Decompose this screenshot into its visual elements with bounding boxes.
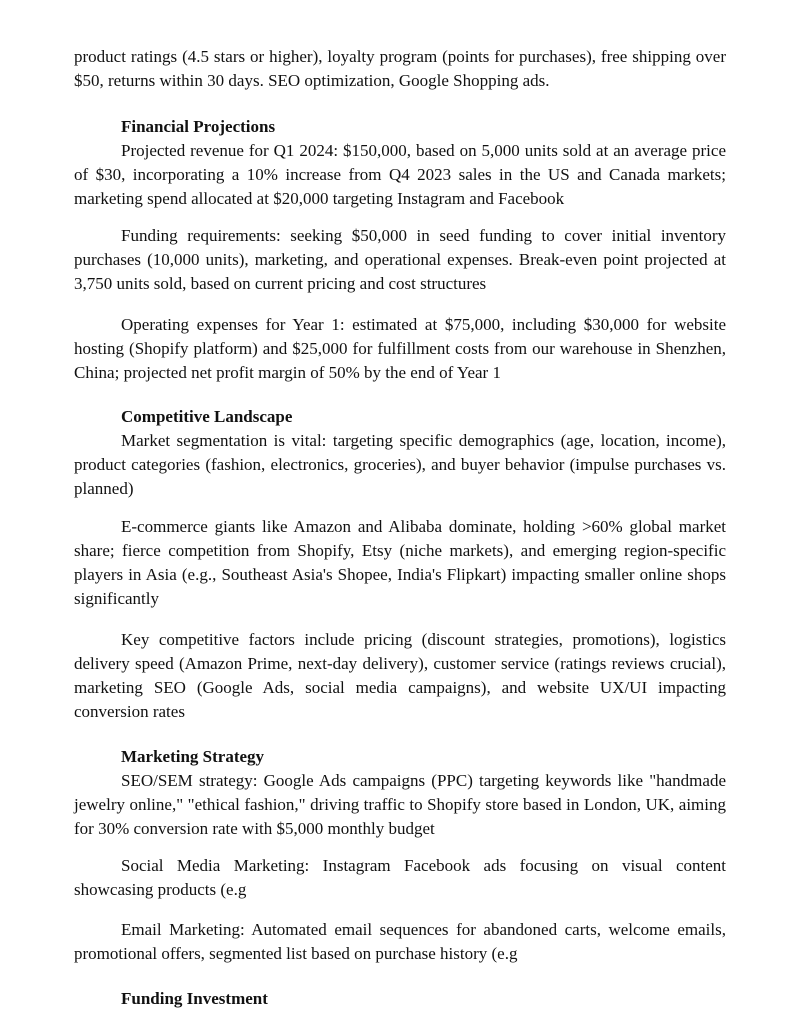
paragraph-block [74, 313, 726, 385]
paragraph-operating-expenses: Operating expenses for Year 1: estimated at $75,000, including $30,000 for website hosting (Shopify platform) and $25,000 for fulfillment costs from our warehouse in Shenzhen, China; projected net profit margin of 50% by the end of Year 1 [74, 315, 726, 382]
paragraph-email-marketing: Email Marketing: Automated email sequences for abandoned carts, welcome emails, promotional offers, segmented list based on purchase history (e.g [74, 920, 726, 963]
paragraph-ecommerce-giants: E-commerce giants like Amazon and Alibaba dominate, holding >60% global market share; fierce competition from Shopify, Etsy (niche markets), and emerging region-specific players in Asia (e.g., Southeast Asia's Shopee, India's Flipkart) impacting smaller online shops significantly [74, 517, 726, 608]
section-financial-projections [74, 115, 726, 211]
paragraph-block [74, 515, 726, 611]
paragraph-block [74, 918, 726, 966]
paragraph-seo-sem-strategy: SEO/SEM strategy: Google Ads campaigns (PPC) targeting keywords like "handmade jewelry online," "ethical fashion," driving traffic to Shopify store based in London, UK, aiming for 30% conversion rate with $5,000 monthly budget [74, 771, 726, 838]
section-heading-financial-projections: Financial Projections [121, 117, 276, 136]
paragraph-funding-requirements: Funding requirements: seeking $50,000 in seed funding to cover initial inventory purchases (10,000 units), marketing, and operational expenses. Break-even point projected at 3,750 units sold, based on current pricing and cost structures [74, 226, 726, 293]
intro-paragraph-block [74, 45, 726, 93]
paragraph-block [74, 628, 726, 724]
intro-paragraph: product ratings (4.5 stars or higher), loyalty program (points for purchases), free shipping over $50, returns within 30 days. SEO optimization, Google Shopping ads. [74, 47, 726, 90]
paragraph-block [74, 224, 726, 296]
paragraph-block [74, 854, 726, 902]
section-heading-competitive-landscape: Competitive Landscape [121, 407, 293, 426]
section-funding-investment [74, 987, 726, 1011]
paragraph-revenue-projection: Projected revenue for Q1 2024: $150,000, based on 5,000 units sold at an average price of $30, incorporating a 10% increase from Q4 2023 sales in the US and Canada markets; marketing spend allocated at $20,000 targeting Instagram and Facebook [74, 141, 726, 208]
section-heading-marketing-strategy: Marketing Strategy [121, 747, 265, 766]
paragraph-social-media-marketing: Social Media Marketing: Instagram Facebook ads focusing on visual content showcasing products (e.g [74, 856, 726, 899]
paragraph-competitive-factors: Key competitive factors include pricing (discount strategies, promotions), logistics delivery speed (Amazon Prime, next-day delivery), customer service (ratings reviews crucial), marketing SEO (Google Ads, social media campaigns), and website UX/UI impacting conversion rates [74, 630, 726, 721]
section-marketing-strategy [74, 745, 726, 841]
section-competitive-landscape [74, 405, 726, 501]
paragraph-market-segmentation: Market segmentation is vital: targeting specific demographics (age, location, income), product categories (fashion, electronics, groceries), and buyer behavior (impulse purchases vs. planned) [74, 431, 726, 498]
section-heading-funding-investment: Funding Investment [121, 989, 268, 1008]
